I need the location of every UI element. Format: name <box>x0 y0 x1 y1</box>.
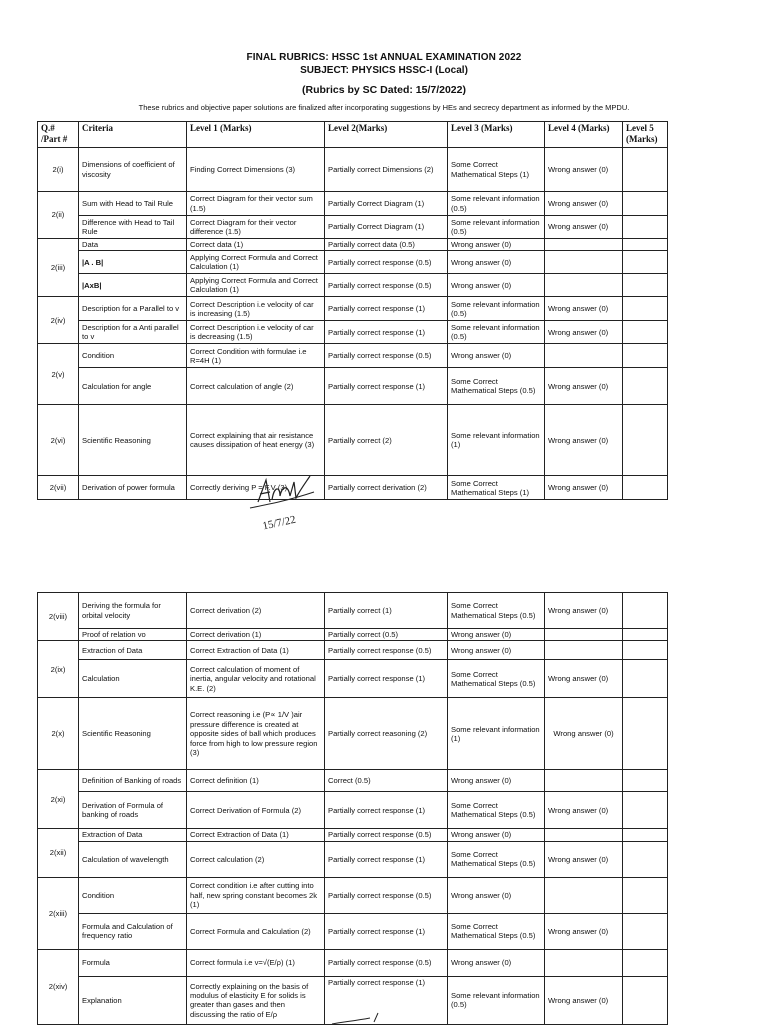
level5-cell <box>623 629 668 641</box>
level4-cell: Wrong answer (0) <box>545 792 623 829</box>
criteria-cell: Condition <box>79 344 187 368</box>
level2-cell: Partially correct derivation (2) <box>325 476 448 500</box>
question-number: 2(vii) <box>38 476 79 500</box>
table-row <box>38 344 668 368</box>
level2-cell: Partially correct response (0.5) <box>325 344 448 368</box>
table-row <box>38 239 668 251</box>
question-number: 2(iii) <box>38 239 79 297</box>
level1-cell: Correct Description i.e velocity of car is decreasing (1.5) <box>187 321 325 344</box>
table-row <box>38 698 668 770</box>
level5-cell <box>623 274 668 297</box>
level1-cell: Correct Diagram for their vector sum (1.5) <box>187 192 325 216</box>
level5-cell <box>623 829 668 841</box>
level1-cell: Correctly explaining on the basis of modulus of elasticity E for solids is greater than gases and then discussing the ratio of E/ρ <box>187 976 325 1024</box>
level3-cell: Some Correct Mathematical Steps (0.5) <box>448 792 545 829</box>
level2-cell: Partially correct response (1) <box>325 976 448 1024</box>
level4-cell <box>545 629 623 641</box>
level3-cell: Wrong answer (0) <box>448 641 545 660</box>
criteria-cell: Derivation of power formula <box>79 476 187 500</box>
level2-cell: Partially Correct Diagram (1) <box>325 192 448 216</box>
table-row <box>38 148 668 192</box>
level1-cell: Applying Correct Formula and Correct Calculation (1) <box>187 251 325 274</box>
question-number: 2(ii) <box>38 192 79 239</box>
level1-cell: Correct condition i.e after cutting into half, new spring constant becomes 2k (1) <box>187 877 325 913</box>
table-row <box>38 629 668 641</box>
level2-cell: Partially correct response (0.5) <box>325 274 448 297</box>
level2-cell: Partially Correct Diagram (1) <box>325 216 448 239</box>
level4-cell: Wrong answer (0) <box>545 321 623 344</box>
level1-cell: Correct definition (1) <box>187 770 325 792</box>
criteria-cell: Definition of Banking of roads <box>79 770 187 792</box>
signature-date: 15/7/22 <box>261 513 297 532</box>
question-number: 2(xi) <box>38 770 79 829</box>
level2-cell: Partially correct response (0.5) <box>325 949 448 976</box>
rubrics-table-1 <box>37 121 668 500</box>
criteria-cell: Extraction of Data <box>79 641 187 660</box>
level3-cell: Wrong answer (0) <box>448 274 545 297</box>
level2-cell: Partially correct response (1) <box>325 841 448 877</box>
level4-cell: Wrong answer (0) <box>545 216 623 239</box>
level3-cell: Wrong answer (0) <box>448 829 545 841</box>
level2-cell: Partially correct response (1) <box>325 297 448 321</box>
criteria-cell: Scientific Reasoning <box>79 405 187 476</box>
level1-cell: Correct Description i.e velocity of car is increasing (1.5) <box>187 297 325 321</box>
level5-cell <box>623 251 668 274</box>
level4-cell: Wrong answer (0) <box>545 476 623 500</box>
level3-cell: Some Correct Mathematical Steps (0.5) <box>448 660 545 698</box>
level5-cell <box>623 698 668 770</box>
criteria-cell: Description for a Parallel to v <box>79 297 187 321</box>
level3-cell: Some relevant information (0.5) <box>448 192 545 216</box>
subject-line: SUBJECT: PHYSICS HSSC-I (Local) <box>300 65 468 76</box>
question-number: 2(x) <box>38 698 79 770</box>
level3-cell: Some relevant information (1) <box>448 698 545 770</box>
question-number: 2(viii) <box>38 593 79 641</box>
level1-cell: Correct data (1) <box>187 239 325 251</box>
level1-cell: Correct formula i.e v=√(E/ρ) (1) <box>187 949 325 976</box>
level5-cell <box>623 976 668 1024</box>
criteria-cell: Proof of relation vo <box>79 629 187 641</box>
table-row <box>38 877 668 913</box>
level2-cell: Partially correct response (1) <box>325 913 448 949</box>
table-row <box>38 368 668 405</box>
col-header-q: Q.# /Part # <box>38 122 79 148</box>
criteria-cell: Calculation of wavelength <box>79 841 187 877</box>
level5-cell <box>623 148 668 192</box>
question-number: 2(xiv) <box>38 949 79 1024</box>
level4-cell: Wrong answer (0) <box>545 698 623 770</box>
level2-cell: Partially correct response (0.5) <box>325 829 448 841</box>
col-header-level1: Level 1 (Marks) <box>187 122 325 148</box>
table-row <box>38 913 668 949</box>
table-row <box>38 274 668 297</box>
level2-cell: Partially correct reasoning (2) <box>325 698 448 770</box>
criteria-cell: |A . B| <box>79 251 187 274</box>
col-header-level2: Level 2(Marks) <box>325 122 448 148</box>
level5-cell <box>623 368 668 405</box>
table-row <box>38 297 668 321</box>
table-row <box>38 251 668 274</box>
level5-cell <box>623 405 668 476</box>
level2-cell: Partially correct (1) <box>325 593 448 629</box>
level2-cell: Correct (0.5) <box>325 770 448 792</box>
level4-cell <box>545 274 623 297</box>
level5-cell <box>623 660 668 698</box>
level5-cell <box>623 770 668 792</box>
level4-cell <box>545 251 623 274</box>
level4-cell <box>545 641 623 660</box>
question-number: 2(i) <box>38 148 79 192</box>
level2-cell: Partially correct (2) <box>325 405 448 476</box>
level2-cell: Partially correct response (0.5) <box>325 251 448 274</box>
level1-cell: Correct Extraction of Data (1) <box>187 641 325 660</box>
level1-cell: Correct explaining that air resistance causes dissipation of heat energy (3) <box>187 405 325 476</box>
level2-cell: Partially correct Dimensions (2) <box>325 148 448 192</box>
table-row <box>38 405 668 476</box>
finalization-note: These rubrics and objective paper solutions are finalized after incorporating suggestions by HEs and secrecy department as informed by the MPDU. <box>138 103 630 112</box>
level5-cell <box>623 476 668 500</box>
level3-cell: Wrong answer (0) <box>448 251 545 274</box>
level4-cell: Wrong answer (0) <box>545 405 623 476</box>
level5-cell <box>623 877 668 913</box>
level3-cell: Some Correct Mathematical Steps (1) <box>448 476 545 500</box>
level3-cell: Some Correct Mathematical Steps (0.5) <box>448 913 545 949</box>
question-number: 2(xii) <box>38 829 79 877</box>
col-header-level5: Level 5 (Marks) <box>623 122 668 148</box>
level4-cell: Wrong answer (0) <box>545 976 623 1024</box>
criteria-cell: Extraction of Data <box>79 829 187 841</box>
criteria-cell: Condition <box>79 877 187 913</box>
level4-cell <box>545 770 623 792</box>
col-header-criteria: Criteria <box>79 122 187 148</box>
question-number: 2(iv) <box>38 297 79 344</box>
rubrics-table-2 <box>37 592 668 1025</box>
table-row <box>38 841 668 877</box>
level4-cell: Wrong answer (0) <box>545 660 623 698</box>
level5-cell <box>623 641 668 660</box>
level3-cell: Wrong answer (0) <box>448 770 545 792</box>
level5-cell <box>623 239 668 251</box>
table-row <box>38 192 668 216</box>
level4-cell <box>545 239 623 251</box>
level4-cell <box>545 949 623 976</box>
level3-cell: Wrong answer (0) <box>448 949 545 976</box>
level2-cell: Partially correct response (1) <box>325 368 448 405</box>
criteria-cell: Description for a Anti parallel to v <box>79 321 187 344</box>
table-row <box>38 476 668 500</box>
level3-cell: Wrong answer (0) <box>448 877 545 913</box>
table-row <box>38 770 668 792</box>
level5-cell <box>623 216 668 239</box>
question-number: 2(ix) <box>38 641 79 698</box>
table-row <box>38 949 668 976</box>
criteria-cell: Formula <box>79 949 187 976</box>
table-header-row <box>38 122 668 148</box>
criteria-cell: Deriving the formula for orbital velocity <box>79 593 187 629</box>
level5-cell <box>623 841 668 877</box>
level3-cell: Wrong answer (0) <box>448 629 545 641</box>
level4-cell <box>545 877 623 913</box>
level1-cell: Applying Correct Formula and Correct Calculation (1) <box>187 274 325 297</box>
signature-mark <box>240 462 320 532</box>
level4-cell <box>545 829 623 841</box>
level2-cell: Partially correct response (0.5) <box>325 877 448 913</box>
col-header-level4: Level 4 (Marks) <box>545 122 623 148</box>
criteria-cell: Derivation of Formula of banking of roads <box>79 792 187 829</box>
level4-cell: Wrong answer (0) <box>545 148 623 192</box>
level3-cell: Some relevant information (0.5) <box>448 297 545 321</box>
table-row <box>38 321 668 344</box>
criteria-cell: Formula and Calculation of frequency ratio <box>79 913 187 949</box>
level5-cell <box>623 344 668 368</box>
level2-cell: Partially correct response (0.5) <box>325 641 448 660</box>
level2-cell: Partially correct response (1) <box>325 660 448 698</box>
level1-cell: Finding Correct Dimensions (3) <box>187 148 325 192</box>
level1-cell: Correct calculation of angle (2) <box>187 368 325 405</box>
level4-cell: Wrong answer (0) <box>545 913 623 949</box>
level1-cell: Correct derivation (2) <box>187 593 325 629</box>
level3-cell: Wrong answer (0) <box>448 344 545 368</box>
level2-cell: Partially correct response (1) <box>325 792 448 829</box>
criteria-cell: Data <box>79 239 187 251</box>
level1-cell: Correct Condition with formulae i.e R=4H (1) <box>187 344 325 368</box>
level2-cell: Partially correct response (1) <box>325 321 448 344</box>
table-row <box>38 641 668 660</box>
level1-cell: Correct calculation (2) <box>187 841 325 877</box>
criteria-cell: Dimensions of coefficient of viscosity <box>79 148 187 192</box>
level1-cell: Correct reasoning i.e (P∝ 1/V )air pressure difference is created at opposite sides of ball which produces force from high to low pressure region (3) <box>187 698 325 770</box>
table-row <box>38 660 668 698</box>
level4-cell <box>545 344 623 368</box>
level1-cell: Correctly deriving P = F.V (3) <box>187 476 325 500</box>
criteria-cell: Calculation for angle <box>79 368 187 405</box>
level3-cell: Wrong answer (0) <box>448 239 545 251</box>
level5-cell <box>623 593 668 629</box>
criteria-cell: Difference with Head to Tail Rule <box>79 216 187 239</box>
level3-cell: Some Correct Mathematical Steps (0.5) <box>448 593 545 629</box>
level2-cell: Partially correct data (0.5) <box>325 239 448 251</box>
level1-cell: Correct Extraction of Data (1) <box>187 829 325 841</box>
level5-cell <box>623 192 668 216</box>
table-row <box>38 792 668 829</box>
level1-cell: Correct Formula and Calculation (2) <box>187 913 325 949</box>
level3-cell: Some relevant information (0.5) <box>448 976 545 1024</box>
level5-cell <box>623 792 668 829</box>
level1-cell: Correct Derivation of Formula (2) <box>187 792 325 829</box>
criteria-cell: |AxB| <box>79 274 187 297</box>
criteria-cell: Explanation <box>79 976 187 1024</box>
level3-cell: Some relevant information (1) <box>448 405 545 476</box>
level2-cell: Partially correct (0.5) <box>325 629 448 641</box>
criteria-cell: Sum with Head to Tail Rule <box>79 192 187 216</box>
level3-cell: Some Correct Mathematical Steps (0.5) <box>448 368 545 405</box>
table-row <box>38 829 668 841</box>
level4-cell: Wrong answer (0) <box>545 841 623 877</box>
level4-cell: Wrong answer (0) <box>545 192 623 216</box>
level1-cell: Correct calculation of moment of inertia, angular velocity and rotational K.E. (2) <box>187 660 325 698</box>
table-row <box>38 216 668 239</box>
level3-cell: Some Correct Mathematical Steps (1) <box>448 148 545 192</box>
criteria-cell: Scientific Reasoning <box>79 698 187 770</box>
criteria-cell: Calculation <box>79 660 187 698</box>
table-row <box>38 593 668 629</box>
level3-cell: Some Correct Mathematical Steps (0.5) <box>448 841 545 877</box>
level1-cell: Correct Diagram for their vector difference (1.5) <box>187 216 325 239</box>
level1-cell: Correct derivation (1) <box>187 629 325 641</box>
level5-cell <box>623 949 668 976</box>
level4-cell: Wrong answer (0) <box>545 297 623 321</box>
level4-cell: Wrong answer (0) <box>545 593 623 629</box>
page-title: FINAL RUBRICS: HSSC 1st ANNUAL EXAMINATION 2022 <box>246 52 522 63</box>
question-number: 2(xiii) <box>38 877 79 949</box>
level3-cell: Some relevant information (0.5) <box>448 216 545 239</box>
level4-cell: Wrong answer (0) <box>545 368 623 405</box>
question-number: 2(v) <box>38 344 79 405</box>
rubrics-date: (Rubrics by SC Dated: 15/7/2022) <box>302 84 466 96</box>
col-header-level3: Level 3 (Marks) <box>448 122 545 148</box>
level5-cell <box>623 321 668 344</box>
level5-cell <box>623 297 668 321</box>
question-number: 2(vi) <box>38 405 79 476</box>
level3-cell: Some relevant information (0.5) <box>448 321 545 344</box>
level5-cell <box>623 913 668 949</box>
